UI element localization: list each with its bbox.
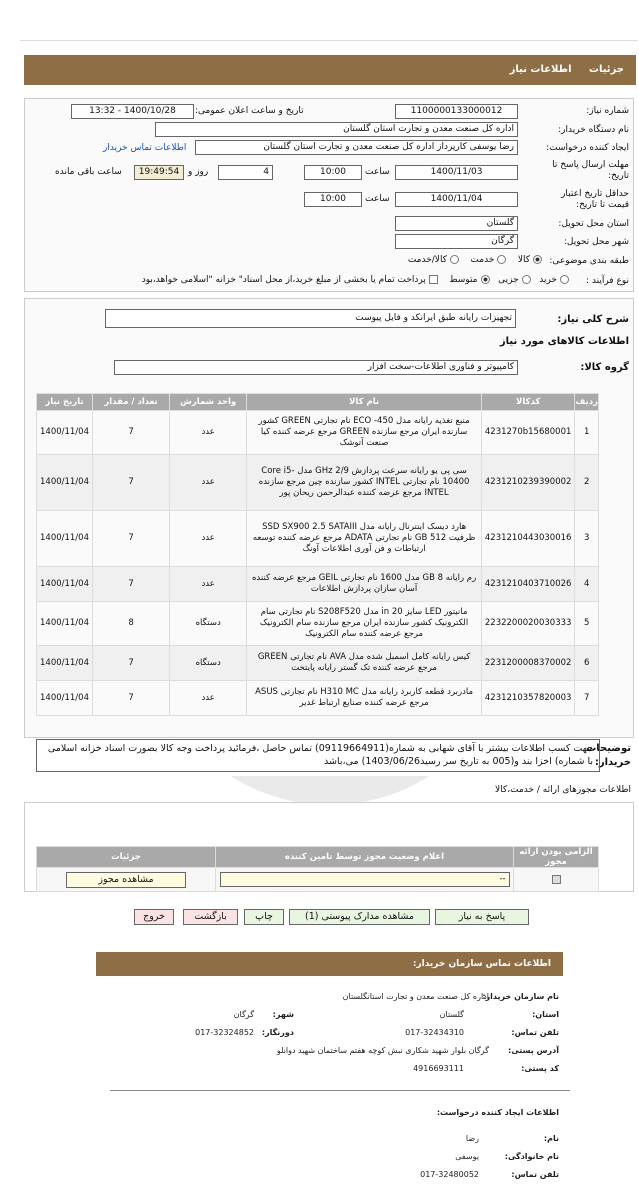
creator-first: رضا xyxy=(465,1134,479,1143)
creator-first-label: نام: xyxy=(543,1134,559,1143)
col-unit: واحد شمارش xyxy=(170,394,247,411)
permit-required-checkbox xyxy=(552,875,561,884)
cell-name: مانیتور LED سایز 20 in مدل S208F520 نام تجارتی سام الکترونیک کشور سازنده ایران مرجع سازنده سام الکترونیک مرجع عرضه کننده سام الکترونیک xyxy=(247,602,482,646)
days-label: روز و xyxy=(188,167,209,177)
cell-qty: 7 xyxy=(93,511,170,567)
cell-n: 5 xyxy=(575,602,599,646)
creator-last-label: نام خانوادگی: xyxy=(504,1152,559,1161)
cell-code: 4231210443030016 xyxy=(481,511,575,567)
col-name: نام کالا xyxy=(247,394,482,411)
province-label: استان محل تحویل: xyxy=(558,219,629,229)
notes-label: توضیحات خریدار: xyxy=(586,743,631,768)
goods-table-header xyxy=(37,394,599,411)
cell-date: 1400/11/04 xyxy=(37,567,93,602)
validity-date: 1400/11/04 xyxy=(395,192,518,207)
cell-name: منبع تغذیه رایانه مدل 450- ECO نام تجارتی GREEN کشور سازنده ایران مرجع سازنده GREEN مرجع عرضه کننده کیا صنعت آتوشک xyxy=(247,411,482,455)
col-date: تاریخ نیاز xyxy=(37,394,93,411)
reply-button[interactable]: پاسخ به نیاز xyxy=(435,909,529,925)
category-label: طبقه بندی موضوعی: xyxy=(549,256,629,266)
cell-code: 4231270b15680001 xyxy=(481,411,575,455)
creator-phone: 017-32480052 xyxy=(420,1170,479,1179)
summary-field: تجهیزات رایانه طبق ایرانکد و فایل پیوست xyxy=(105,309,516,328)
need-number-label: شماره نیاز: xyxy=(586,106,629,116)
permit-status-cell xyxy=(216,868,514,892)
cell-qty: 7 xyxy=(93,411,170,455)
announce-field: 1400/10/28 - 13:32 xyxy=(71,104,194,119)
table-row xyxy=(37,567,599,602)
tab-details[interactable]: جزئیات xyxy=(588,64,624,75)
validity-time-label: ساعت xyxy=(365,194,390,204)
creator-last: یوسفی xyxy=(455,1152,479,1161)
city-field: گرگان xyxy=(395,234,518,249)
permit-required-cell xyxy=(514,868,599,892)
permits-header xyxy=(37,847,599,868)
cell-date: 1400/11/04 xyxy=(37,602,93,646)
cell-qty: 8 xyxy=(93,602,170,646)
col-row: ردیف xyxy=(575,394,599,411)
radio-goods-service[interactable] xyxy=(450,255,459,264)
cell-unit: دستگاه xyxy=(170,646,247,681)
radio-goods[interactable] xyxy=(533,255,542,264)
permit-col-details: جزئیات xyxy=(37,847,216,868)
cell-n: 1 xyxy=(575,411,599,455)
creator-field: رضا یوسفی کارپرداز اداره کل صنعت معدن و تجارت استان گلستان xyxy=(195,140,518,155)
cell-date: 1400/11/04 xyxy=(37,511,93,567)
remaining-time: 19:49:54 xyxy=(134,165,184,180)
cell-unit: دستگاه xyxy=(170,602,247,646)
table-row xyxy=(37,455,599,511)
table-row xyxy=(37,411,599,455)
cell-name: رم رایانه 8 GB مدل 1600 نام تجارتی GEIL مرجع عرضه کننده آسان سازان پردازش اطلاعات xyxy=(247,567,482,602)
permit-col-required: الزامی بودن ارائه مجوز xyxy=(514,847,599,868)
need-number-field: 1100000133000012 xyxy=(395,104,518,119)
deadline-time: 10:00 xyxy=(304,165,362,180)
cell-date: 1400/11/04 xyxy=(37,681,93,716)
print-button[interactable]: چاپ xyxy=(244,909,284,925)
payment-checkbox[interactable] xyxy=(429,275,438,284)
contact-address-label: آدرس پستی: xyxy=(508,1046,559,1055)
creator-phone-label: تلفن تماس: xyxy=(511,1170,559,1179)
contact-divider xyxy=(110,1090,570,1091)
radio-medium[interactable] xyxy=(481,275,490,284)
cell-unit: عدد xyxy=(170,567,247,602)
deadline-time-label: ساعت xyxy=(365,167,390,177)
cell-n: 3 xyxy=(575,511,599,567)
radio-medium-label: متوسط xyxy=(449,275,478,285)
permits-row xyxy=(37,868,599,892)
permits-title: اطلاعات مجوزهای ارائه / خدمت،کالا xyxy=(495,785,631,795)
cell-name: مادربرد قطعه کاربرد رایانه مدل H310 MC نام تجارتی ASUS مرجع عرضه کننده صنایع ارتباط غدیر xyxy=(247,681,482,716)
contact-org-label: نام سازمان خریدار: xyxy=(482,992,559,1001)
permit-details-cell xyxy=(37,868,216,892)
radio-partial-label: جزیی xyxy=(498,275,519,285)
buyer-contact-link[interactable]: اطلاعات تماس خریدار xyxy=(103,143,187,153)
goods-title: اطلاعات کالاهای مورد نیاز xyxy=(499,336,629,347)
cell-unit: عدد xyxy=(170,455,247,511)
radio-goods-service-label: کالا/خدمت xyxy=(407,255,447,265)
cell-name: کیس رایانه کامل اسمبل شده مدل AVA نام تجارتی GREEN مرجع عرضه کننده تک گستر رایانه پایتخت xyxy=(247,646,482,681)
deadline-date: 1400/11/03 xyxy=(395,165,518,180)
back-button[interactable]: بازگشت xyxy=(183,909,238,925)
contact-phone-label: تلفن تماس: xyxy=(511,1028,559,1037)
validity-time: 10:00 xyxy=(304,192,362,207)
group-label: گروه کالا: xyxy=(580,362,629,373)
cell-unit: عدد xyxy=(170,511,247,567)
cell-qty: 7 xyxy=(93,455,170,511)
cell-unit: عدد xyxy=(170,681,247,716)
cell-code: 2231200008370002 xyxy=(481,646,575,681)
cell-code: 4231210357820003 xyxy=(481,681,575,716)
deadline-label: مهلت ارسال پاسخ تا تاریخ: xyxy=(552,160,629,181)
col-code: کدکالا xyxy=(481,394,575,411)
cell-n: 2 xyxy=(575,455,599,511)
days-field: 4 xyxy=(218,165,273,180)
province-field: گلستان xyxy=(395,216,518,231)
cell-date: 1400/11/04 xyxy=(37,455,93,511)
group-field: کامپیوتر و فناوری اطلاعات-سخت افزار xyxy=(114,360,518,375)
creator-label: ایجاد کننده درخواست: xyxy=(546,143,629,153)
cell-code: 4231210239390002 xyxy=(481,455,575,511)
contact-fax: 017-32324852 xyxy=(195,1028,254,1037)
summary-label: شرح کلی نیاز: xyxy=(557,314,629,325)
payment-note: پرداخت تمام یا بخشی از مبلغ خرید،از محل اسناد" خزانه "اسلامی خواهد،بود xyxy=(141,275,426,285)
process-label: نوع فرآیند : xyxy=(586,276,629,286)
table-row xyxy=(37,511,599,567)
contact-header: اطلاعات تماس سازمان خریدار: xyxy=(96,952,563,976)
cell-qty: 7 xyxy=(93,646,170,681)
announce-label: تاریخ و ساعت اعلان عمومی: xyxy=(195,106,304,116)
contact-phone: 017-32434310 xyxy=(405,1028,464,1037)
goods-table xyxy=(36,393,599,716)
table-row xyxy=(37,681,599,716)
validity-label: حداقل تاریخ اعتبار قیمت تا تاریخ: xyxy=(561,189,629,210)
radio-small-label: خرید xyxy=(539,275,557,285)
buyer-label: نام دستگاه خریدار: xyxy=(558,125,629,135)
cell-n: 6 xyxy=(575,646,599,681)
city-label: شهر محل تحویل: xyxy=(563,237,629,247)
contact-city-label: شهر: xyxy=(272,1010,294,1019)
cell-qty: 7 xyxy=(93,681,170,716)
cell-code: 4231210403710026 xyxy=(481,567,575,602)
permit-col-status: اعلام وضعیت مجوز توسط تامین کننده xyxy=(216,847,514,868)
contact-postal: 4916693111 xyxy=(413,1064,464,1073)
cell-name: سی پی یو رایانه سرعت پردازش 2/9 GHz مدل Core i5-10400 نام تجارتی INTEL کشور سازنده چین مرجع سازنده INTEL مرجع عرضه کننده عبدالرحمن ریحان پور xyxy=(247,455,482,511)
radio-goods-label: کالا xyxy=(517,255,530,265)
contact-province: گلستان xyxy=(439,1010,464,1019)
permit-status-field: -- xyxy=(220,872,510,887)
notes-field: جهت کسب اطلاعات بیشتر با آقای شهابی به شماره(09119664911) تماس حاصل ،فرمائید پرداخت وجه کالا بصورت اسناد خزانه اسلامی با شماره) اخزا بند و(005 به تاریخ سر رسید1403/06/26) می،باشد xyxy=(36,739,600,772)
cell-date: 1400/11/04 xyxy=(37,646,93,681)
page-header xyxy=(24,55,636,85)
buyer-field: اداره کل صنعت معدن و تجارت استان گلستان xyxy=(155,122,518,137)
cell-n: 7 xyxy=(575,681,599,716)
radio-service-label: خدمت xyxy=(470,255,495,265)
cell-code: 2232200020030333 xyxy=(481,602,575,646)
radio-small[interactable] xyxy=(560,275,569,284)
creator-info-title: اطلاعات ایجاد کننده درخواست: xyxy=(436,1108,559,1117)
cell-date: 1400/11/04 xyxy=(37,411,93,455)
category-options xyxy=(408,255,542,265)
contact-province-label: استان: xyxy=(532,1010,559,1019)
col-qty: تعداد / مقدار xyxy=(93,394,170,411)
remaining-label: ساعت باقی مانده xyxy=(55,167,122,177)
contact-postal-label: کد پستی: xyxy=(521,1064,559,1073)
cell-n: 4 xyxy=(575,567,599,602)
attachments-button[interactable]: مشاهده مدارک پیوستی (1) xyxy=(289,909,430,925)
contact-address: گرگان بلوار شهید شکاری نبش کوچه هفتم ساختمان شهید دوانلو xyxy=(276,1046,489,1055)
radio-partial[interactable] xyxy=(522,275,531,284)
radio-service[interactable] xyxy=(497,255,506,264)
cell-unit: عدد xyxy=(170,411,247,455)
exit-button[interactable]: خروج xyxy=(134,909,174,925)
view-permit-button[interactable]: مشاهده مجوز xyxy=(66,872,186,888)
process-options xyxy=(142,275,569,285)
contact-city: گرگان xyxy=(233,1010,254,1019)
permits-table xyxy=(36,846,599,892)
contact-fax-label: دورنگار: xyxy=(261,1028,294,1037)
contact-org: اداره کل صنعت معدن و تجارت استانگلستان xyxy=(342,992,489,1001)
table-row xyxy=(37,646,599,681)
cell-qty: 7 xyxy=(93,567,170,602)
table-row xyxy=(37,602,599,646)
tab-need-info[interactable]: اطلاعات نیاز xyxy=(509,64,572,75)
cell-name: هارد دیسک اینترنال رایانه مدل SSD SX900 2.5 SATAIII ظرفیت 512 GB نام تجارتی ADATA مرجع عرضه کننده توسعه ارتباطات و فن آوری اطلاعات آونگ xyxy=(247,511,482,567)
